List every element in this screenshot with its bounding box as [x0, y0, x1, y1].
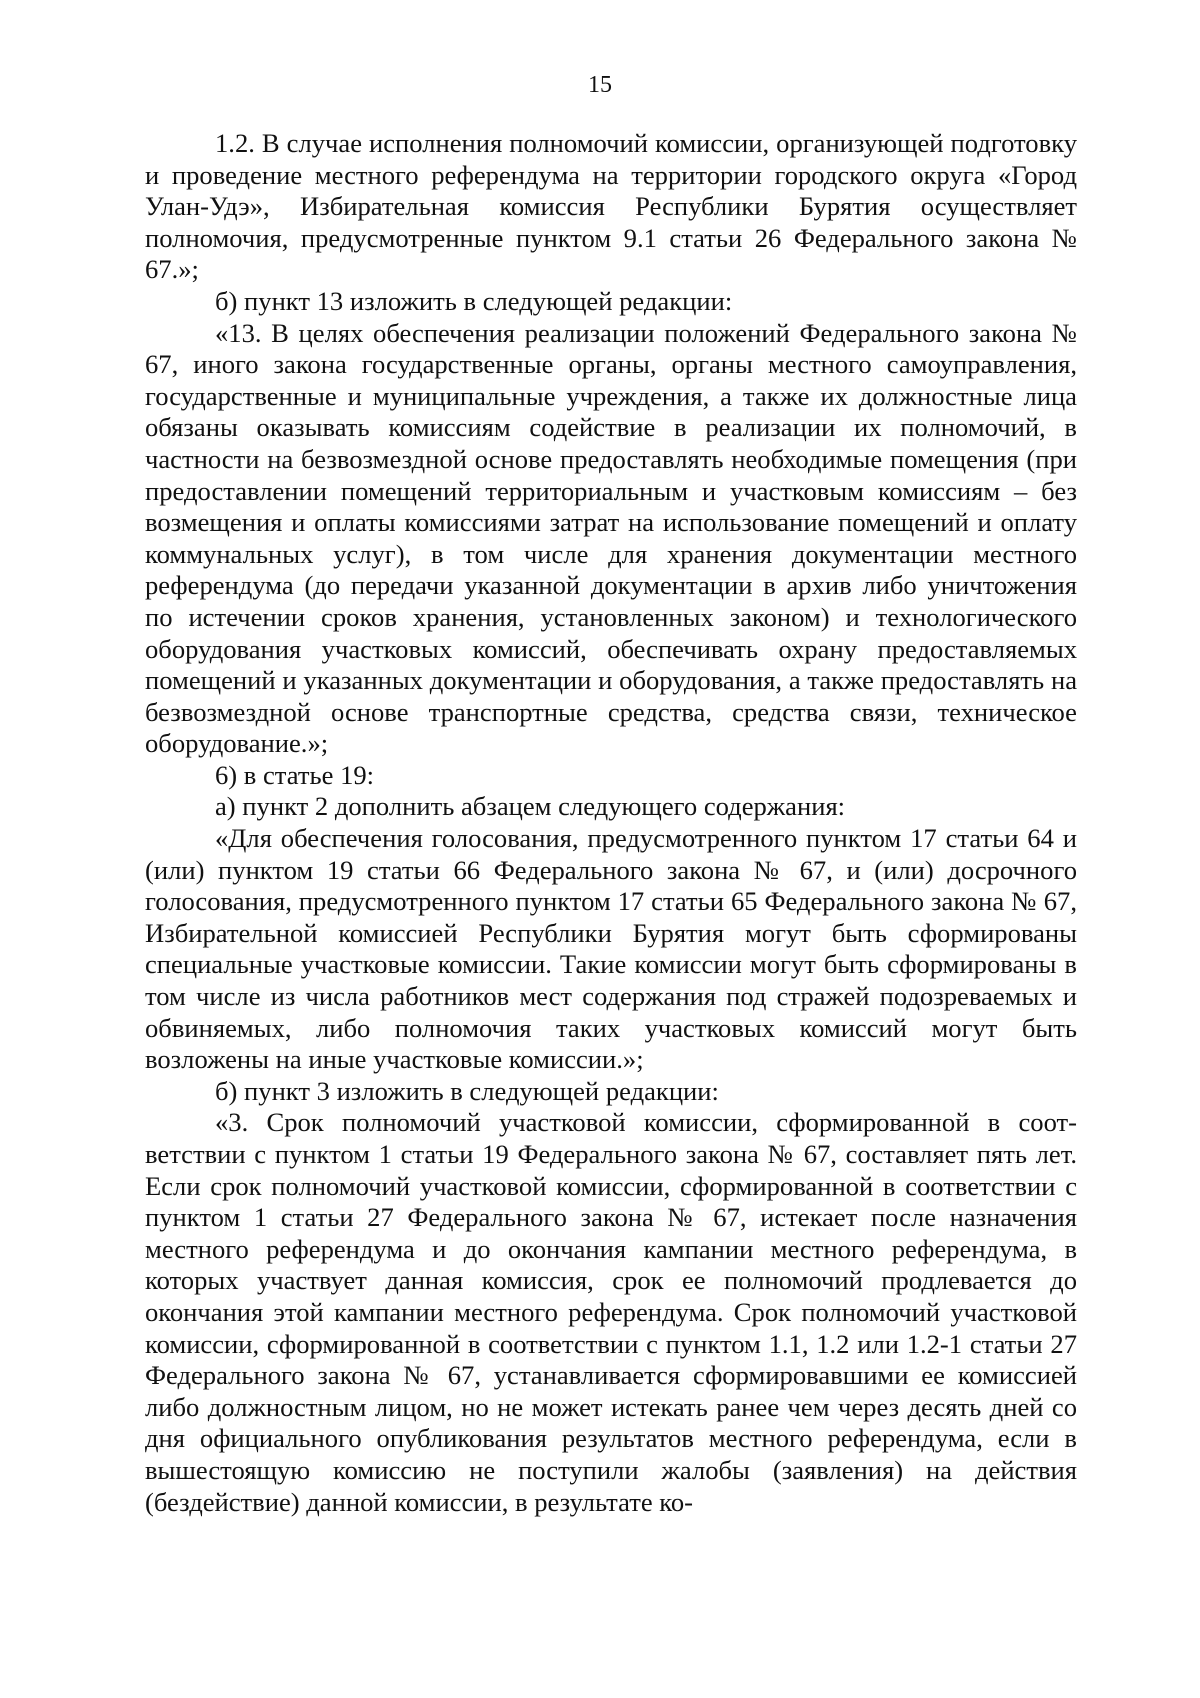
- page-number: 15: [588, 72, 612, 98]
- paragraph-point-3-text: «3. Срок полномочий участковой комиссии, сформированной в соответствии с пунктом 1 статьи 19 Федерального закона № 67, составляет пять лет. Если срок полномочий участковой комиссии, сформированной в соответствии с пунктом 1 статьи 27 Федерального закона № 67, истекает после назначения местного референдума и до окончания кампании местного референдума, в которых участвует данная комиссия, срок ее полномочий продлевается до окончания этой кампании местного референдума. Срок полномочий участковой комиссии, сформированной в соответствии с пунктом 1.1, 1.2 или 1.2-1 статьи 27 Федерального закона № 67, устанавливается сформировавшими ее комиссией либо должностным лицом, но не может истекать ранее чем через десять дней со дня официального опубликования результатов местного референдума, если в вышестоящую комиссию не поступили жалобы (заявления) на действия (бездействие) данной комиссии, в результате ко-: [145, 1107, 1077, 1517]
- document-body: [145, 128, 1077, 1518]
- paragraph-special-commissions: «Для обеспечения голосования, предусмотренного пунктом 17 статьи 64 и (или) пунктом 19 статьи 66 Федерального закона № 67, и (или) досрочного голосования, предусмотренного пунктом 17 статьи 65 Федерального закона № 67, Избирательной комиссией Республики Бурятия могут быть сформированы специальные участковые комиссии. Такие комиссии могут быть сформированы в том числе из числа работников мест содержания под стражей подозреваемых и обвиняемых, либо полномочия таких участковых комиссий могут быть возложены на иные участковые комиссии.»;: [145, 823, 1077, 1075]
- paragraph-1-2: 1.2. В случае исполнения полномочий комиссии, организующей подготовку и проведение местного референдума на территории городского округа «Город Улан-Удэ», Избирательная комиссия Республики Бурятия осуществляет полномочия, предусмотренные пунктом 9.1 статьи 26 Федерального закона № 67.»;: [145, 128, 1077, 285]
- paragraph-article-19: 6) в статье 19:: [215, 759, 375, 790]
- paragraph-subpoint-b-3: б) пункт 3 изложить в следующей редакции:: [215, 1075, 719, 1106]
- paragraph-point-13-text: «13. В целях обеспечения реализации положений Федерального закона № 67, иного закона государственные органы, органы местного самоуправления, государственные и муниципальные учреждения, а также их должностные лица обязаны оказывать комиссиям содействие в реализации их полномочий, в частности на безвозмездной основе предоставлять необходимые помещения (при предоставлении помещений территориальным и участковым комиссиям – без возмещения и оплаты комиссиями затрат на использование помещений и оплату коммунальных услуг), в том числе для хранения документации местного референдума (до передачи указанной документации в архив либо уничтожения по истечении сроков хранения, установленных законом) и технологического оборудования участковых комиссий, обеспечивать охрану предоставляемых помещений и указанных документации и оборудования, а также предоставлять на безвозмездной основе транспортные средства, средства связи, техническое оборудование.»;: [145, 317, 1077, 759]
- paragraph-subpoint-b-13: б) пункт 13 изложить в следующей редакции:: [215, 285, 733, 316]
- paragraph-subpoint-a-2: а) пункт 2 дополнить абзацем следующего содержания:: [215, 791, 846, 822]
